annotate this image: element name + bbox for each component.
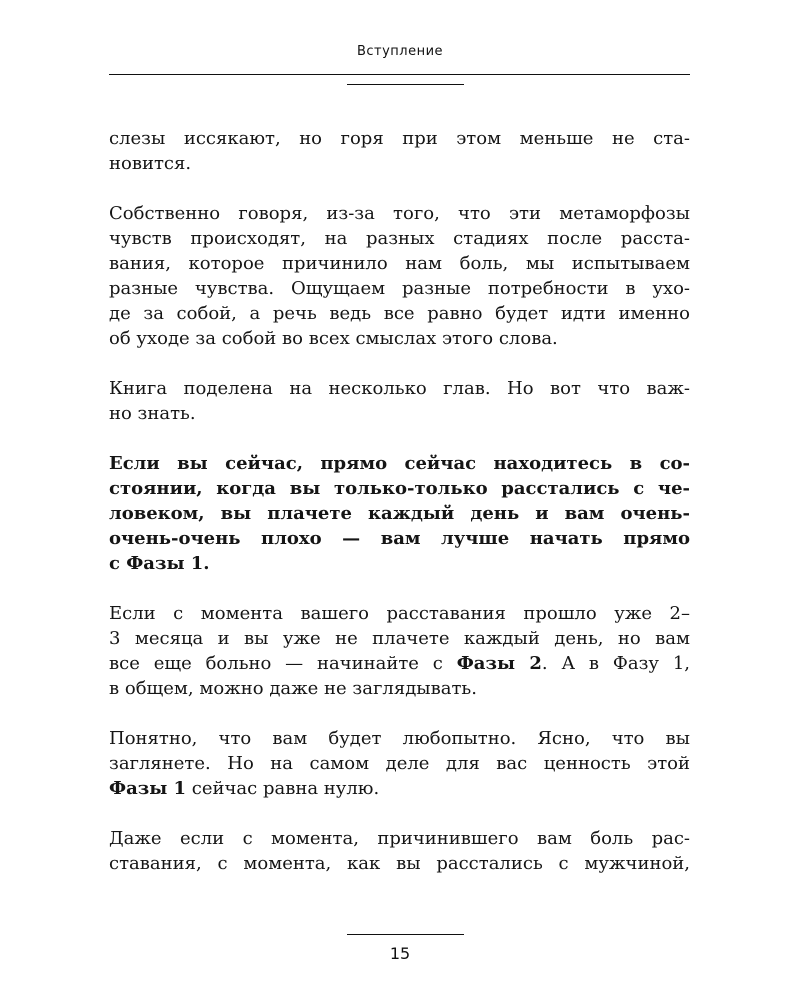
phase-1-emphasis: Фазы 1 <box>109 778 187 799</box>
text-line: Если с момента вашего расставания прошло уже 2– <box>109 603 690 624</box>
text-line: заглянете. Но на самом деле для вас ценность этой <box>109 753 690 774</box>
text-line-mixed <box>109 776 690 801</box>
text-line: 3 месяца и вы уже не плачете каждый день, но вам <box>109 628 690 649</box>
text-line: но знать. <box>109 403 196 424</box>
header-short-rule <box>347 84 464 85</box>
text-line: разные чувства. Ощущаем разные потребности в ухо- <box>109 278 690 299</box>
text-line: Книга поделена на несколько глав. Но вот что важ- <box>109 378 690 399</box>
header-rule <box>109 74 690 75</box>
text-line: с Фазы 1. <box>109 553 210 574</box>
text-line: ловеком, вы плачете каждый день и вам очень- <box>109 503 690 524</box>
text-line: в общем, можно даже не заглядывать. <box>109 678 477 699</box>
paragraph-4-bold <box>109 451 690 576</box>
text-line-mixed <box>109 651 690 676</box>
text-line: ставания, с момента, как вы расстались с мужчиной, <box>109 853 690 874</box>
paragraph-1 <box>109 126 690 176</box>
paragraph-6 <box>109 726 690 801</box>
text-line: очень-очень плохо — вам лучше начать прямо <box>109 528 690 549</box>
text-line: об уходе за собой во всех смыслах этого слова. <box>109 328 558 349</box>
paragraph-7 <box>109 826 690 876</box>
text-line: чувств происходят, на разных стадиях после расста- <box>109 228 690 249</box>
text-line: стоянии, когда вы только-только расстались с че- <box>109 478 690 499</box>
running-header-title: Вступление <box>356 44 444 59</box>
phase-2-emphasis: Фазы 2 <box>456 653 542 674</box>
text-line: Если вы сейчас, прямо сейчас находитесь в со- <box>109 453 690 474</box>
paragraph-2 <box>109 201 690 351</box>
paragraph-3 <box>109 376 690 426</box>
text-line: де за собой, а речь ведь все равно будет идти именно <box>109 303 690 324</box>
text-line: слезы иссякают, но горя при этом меньше не ста- <box>109 128 690 149</box>
text-line: Понятно, что вам будет любопытно. Ясно, что вы <box>109 728 690 749</box>
text-run: все еще больно — начинайте с <box>109 653 457 674</box>
text-line: Собственно говоря, из-за того, что эти метаморфозы <box>109 203 690 224</box>
page-body <box>109 126 690 901</box>
text-line: вания, которое причинило нам боль, мы испытываем <box>109 253 690 274</box>
footer-short-rule <box>347 934 464 935</box>
text-line: новится. <box>109 153 192 174</box>
paragraph-5 <box>109 601 690 701</box>
text-run: сейчас равна нулю. <box>186 778 380 799</box>
text-line: Даже если с момента, причинившего вам боль рас- <box>109 828 690 849</box>
text-run: . А в Фазу 1, <box>541 653 690 674</box>
page-number: 15 <box>389 944 411 963</box>
